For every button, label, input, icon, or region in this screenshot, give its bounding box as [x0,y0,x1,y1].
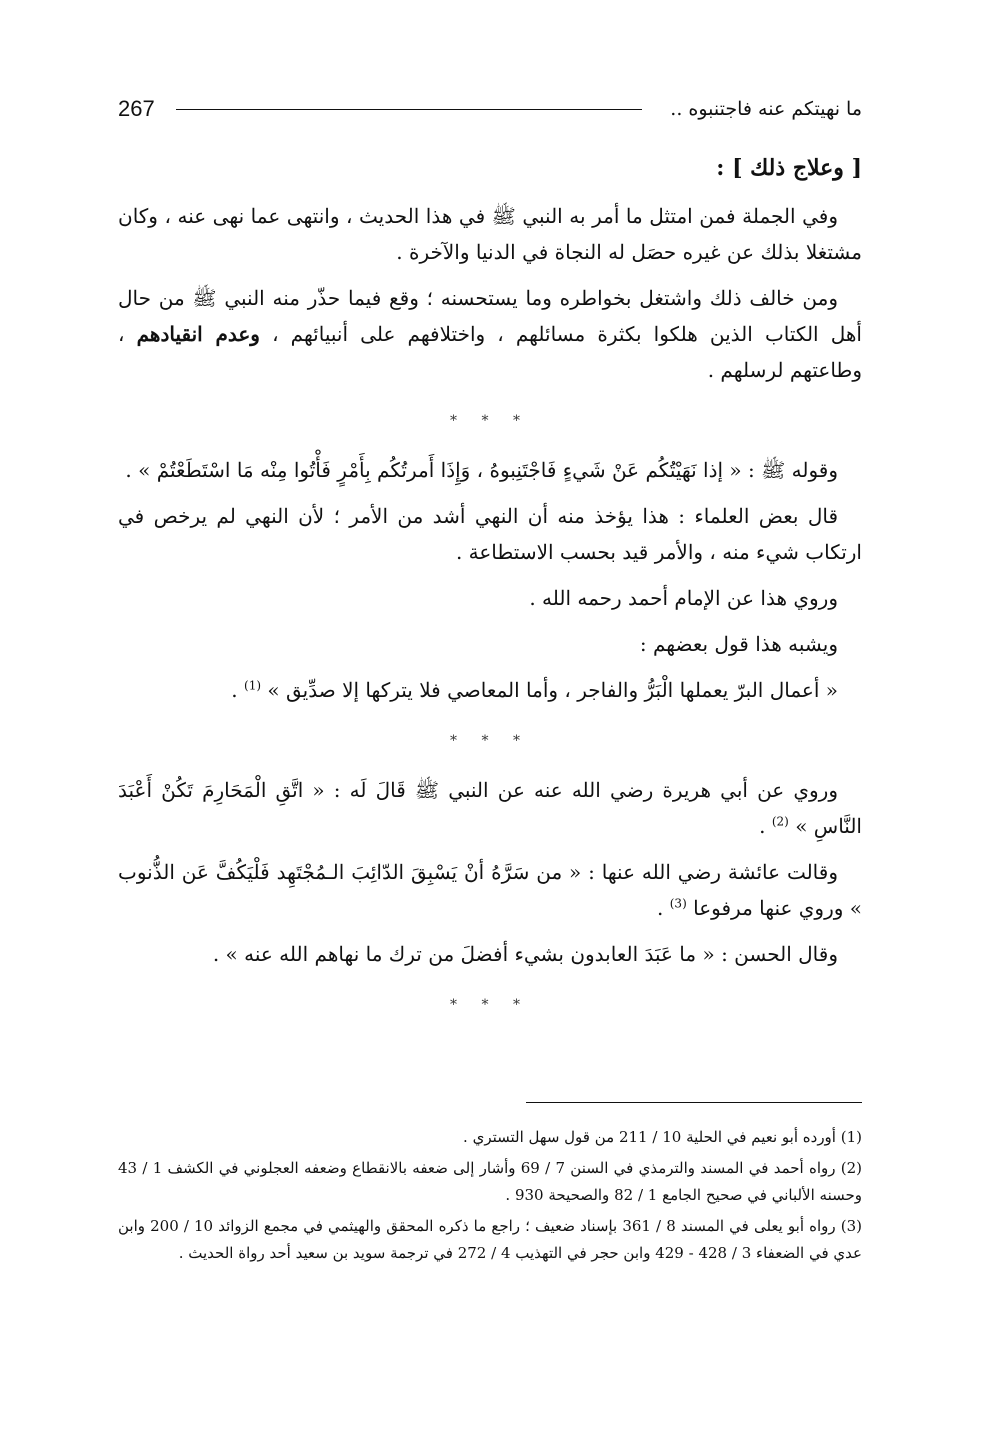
paragraph-8-text: وروي عن أبي هريرة رضي الله عنه عن النبي ﷺ قَالَ لَه : « اتَّقِ الْمَحَارِمَ تَكُنْ أَعْبَدَ النَّاسِ » [118,778,862,838]
footnote-rule [526,1102,862,1103]
section-separator: * * * [450,997,530,1013]
paragraph-6: ويشبه هذا قول بعضهم : [639,632,838,656]
footnote-ref-2: (2) [771,814,789,829]
header-rule [176,109,642,110]
paragraph-5: وروي هذا عن الإمام أحمد رحمه الله . [529,586,838,610]
page-number: 267 [118,96,155,121]
footnote-ref-3: (3) [669,896,687,911]
footnote-2: (2) رواه أحمد في المسند والترمذي في السنن 7 / 69 وأشار إلى ضعفه بالانقطاع وضعفه العجلوني في الكشف 1 / 43 وحسنه الألباني في صحيح الجامع 1 / 82 والصحيحة 930 . [118,1159,863,1204]
paragraph-9-text: وقالت عائشة رضي الله عنها : « من سَرَّهُ أنْ يَسْبِقَ الدّائِبَ الـمُجْتَهِد فَلْيَكُفَّ عَن الذُّنوب » وروي عنها مرفوعا [118,860,862,920]
paragraph-2-end: ، وطاعتهم لرسلهم . [118,322,862,382]
paragraph-8-dot: . [759,814,766,838]
section-separator: * * * [450,733,530,749]
main-text [118,148,862,1036]
footnotes [118,1124,862,1271]
paragraph-7-text: « أعمال البرّ يعملها الْبَرُّ والفاجر ، وأما المعاصي فلا يتركها إلا صدِّيق » [267,678,838,702]
paragraph-3: وقوله ﷺ : « إذا نَهَيْتُكُم عَنْ شَيءٍ فَاجْتَنِبوهُ ، وَإِذَا أَمرتُكُم بِأَمْرٍ فَأْتُوا مِنْه مَا اسْتَطَعْتُمْ » . [125,458,838,482]
footnote-ref-1: (1) [244,678,262,693]
page-header [118,92,862,132]
footnote-3: (3) رواه أبو يعلى في المسند 8 / 361 بإسناد ضعيف ؛ راجع ما ذكره المحقق والهيثمي في مجمع الزوائد 10 / 200 وابن عدي في الضعفاء 3 / 428 - 429 وابن حجر في التهذيب 4 / 272 في ترجمة سويد بن سعيد أحد رواة الحديث . [118,1217,862,1262]
paragraph-2-bold: وعدم انقيادهم [136,322,260,346]
paragraph-2 [118,280,862,388]
section-separator: * * * [450,413,530,429]
paragraph-1: وفي الجملة فمن امتثل ما أمر به النبي ﷺ في هذا الحديث ، وانتهى عما نهى عنه ، وكان مشتغلا بذلك عن غيره حصَل له النجاة في الدنيا والآخرة . [118,204,862,264]
paragraph-8 [118,772,862,844]
paragraph-7-dot: . [231,678,238,702]
paragraph-9 [118,854,862,926]
running-title: ما نهيتكم عنه فاجتنبوه .. [670,98,862,120]
paragraph-10: وقال الحسن : « ما عَبَدَ العابدون بشيء أفضلَ من ترك ما نهاهم الله عنه » . [212,942,838,966]
footnote-1: (1) أورده أبو نعيم في الحلية 10 / 211 من قول سهل التستري . [463,1128,862,1146]
paragraph-9-dot: . [657,896,664,920]
paragraph-4: قال بعض العلماء : هذا يؤخذ منه أن النهي أشد من الأمر ؛ لأن النهي لم يرخص في ارتكاب شيء منه ، والأمر قيد بحسب الاستطاعة . [118,504,862,564]
section-heading: [ وعلاج ذلك ] : [716,155,862,181]
paragraph-2-start: ومن خالف ذلك واشتغل بخواطره وما يستحسنه ؛ وقع فيما حذّر منه النبي ﷺ من حال أهل الكتاب الذين هلكوا بكثرة مسائلهم ، واختلافهم على أنبيائهم ، [118,286,862,346]
paragraph-7 [118,672,862,708]
